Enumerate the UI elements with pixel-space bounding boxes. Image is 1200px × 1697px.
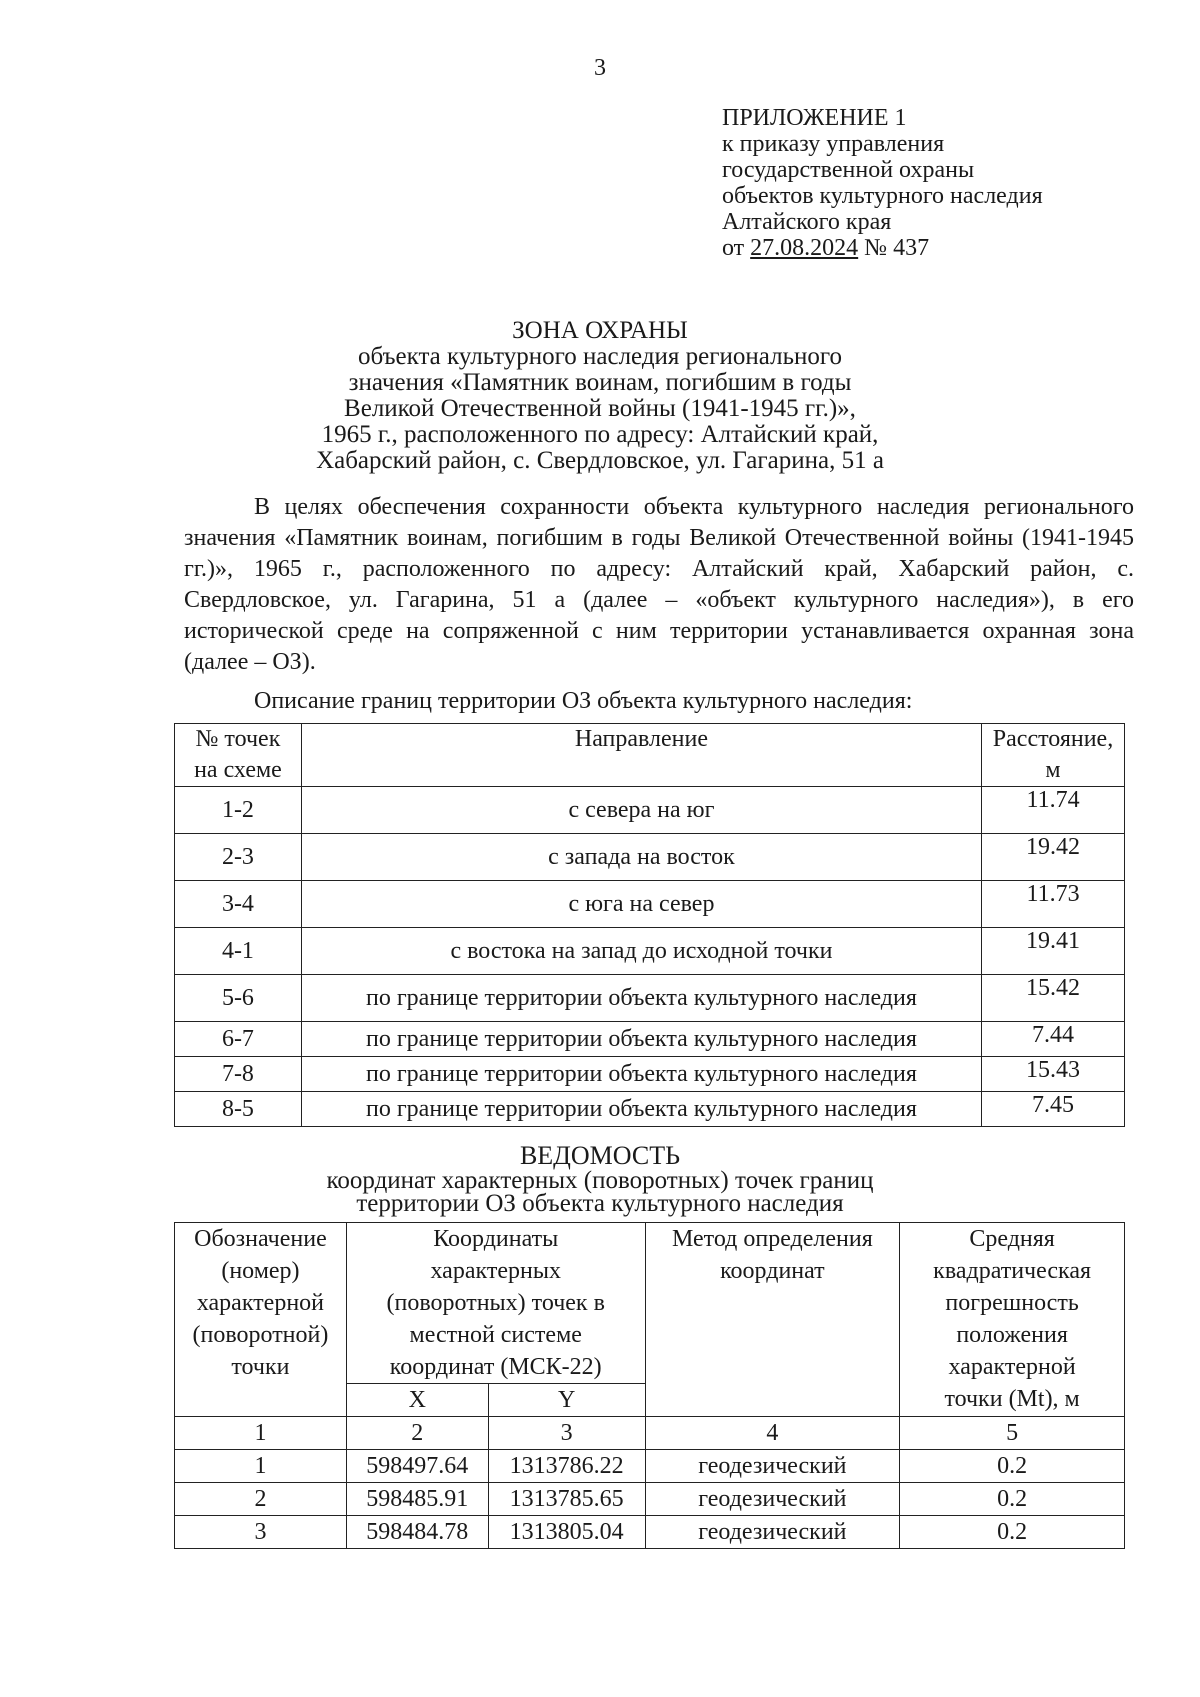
table-row bbox=[175, 928, 1125, 975]
cell-distance: 11.74 bbox=[982, 787, 1125, 834]
cell-distance: 11.73 bbox=[982, 881, 1125, 928]
zone-title-block bbox=[0, 318, 1200, 474]
boundary-header-row bbox=[175, 724, 1125, 787]
table-row bbox=[175, 787, 1125, 834]
table-row bbox=[175, 1057, 1125, 1092]
coords-header-row bbox=[175, 1223, 1125, 1384]
cell-direction: с востока на запад до исходной точки bbox=[301, 928, 981, 975]
cell-method: геодезический bbox=[645, 1450, 900, 1483]
cell-distance: 19.42 bbox=[982, 834, 1125, 881]
column-number: 3 bbox=[488, 1417, 645, 1450]
zone-title-line-4: 1965 г., расположенного по адресу: Алтайский край, bbox=[321, 421, 879, 448]
cell-direction: по границе территории объекта культурного наследия bbox=[301, 975, 981, 1022]
header-method: Метод определения координат bbox=[645, 1223, 900, 1417]
zone-title-line-5: Хабарский район, с. Свердловское, ул. Гагарина, 51 а bbox=[316, 447, 884, 474]
header-error: Средняя квадратическая погрешность положения характерной точки (Mt), м bbox=[900, 1223, 1125, 1417]
header-points: № точек на схеме bbox=[175, 724, 302, 787]
cell-points: 3-4 bbox=[175, 881, 302, 928]
cell-x: 598484.78 bbox=[346, 1516, 488, 1549]
cell-points: 5-6 bbox=[175, 975, 302, 1022]
appendix-block bbox=[722, 105, 1043, 261]
cell-direction: с юга на север bbox=[301, 881, 981, 928]
appendix-line-3: объектов культурного наследия bbox=[722, 183, 1043, 209]
column-number: 1 bbox=[175, 1417, 347, 1450]
header-coordinates: Координаты характерных (поворотных) точек в местной системе координат (МСК-22) bbox=[346, 1223, 645, 1384]
cell-direction: с запада на восток bbox=[301, 834, 981, 881]
appendix-date-prefix: от bbox=[722, 235, 745, 261]
cell-error: 0.2 bbox=[900, 1450, 1125, 1483]
appendix-number: № 437 bbox=[864, 235, 930, 261]
table-row bbox=[175, 1450, 1125, 1483]
header-designation: Обозначение (номер) характерной (поворотной) точки bbox=[175, 1223, 347, 1417]
cell-direction: с севера на юг bbox=[301, 787, 981, 834]
cell-points: 2-3 bbox=[175, 834, 302, 881]
cell-point: 3 bbox=[175, 1516, 347, 1549]
table-row bbox=[175, 1092, 1125, 1127]
cell-points: 6-7 bbox=[175, 1022, 302, 1057]
cell-y: 1313805.04 bbox=[488, 1516, 645, 1549]
boundary-caption: Описание границ территории ОЗ объекта культурного наследия: bbox=[254, 688, 913, 714]
cell-method: геодезический bbox=[645, 1483, 900, 1516]
cell-direction: по границе территории объекта культурного наследия bbox=[301, 1092, 981, 1127]
table-row bbox=[175, 975, 1125, 1022]
cell-distance: 15.42 bbox=[982, 975, 1125, 1022]
cell-y: 1313786.22 bbox=[488, 1450, 645, 1483]
cell-direction: по границе территории объекта культурного наследия bbox=[301, 1022, 981, 1057]
table-row bbox=[175, 1483, 1125, 1516]
vedomost-line-2: территории ОЗ объекта культурного наследия bbox=[356, 1190, 844, 1217]
cell-x: 598497.64 bbox=[346, 1450, 488, 1483]
cell-distance: 7.45 bbox=[982, 1092, 1125, 1127]
appendix-title: ПРИЛОЖЕНИЕ 1 bbox=[722, 105, 907, 131]
header-x: X bbox=[346, 1384, 488, 1417]
appendix-line-1: к приказу управления bbox=[722, 131, 945, 157]
cell-points: 4-1 bbox=[175, 928, 302, 975]
cell-distance: 19.41 bbox=[982, 928, 1125, 975]
table-row bbox=[175, 834, 1125, 881]
appendix-line-2: государственной охраны bbox=[722, 157, 975, 183]
header-y: Y bbox=[488, 1384, 645, 1417]
column-number: 5 bbox=[900, 1417, 1125, 1450]
zone-title-line-1: объекта культурного наследия регионального bbox=[358, 343, 842, 370]
cell-distance: 15.43 bbox=[982, 1057, 1125, 1092]
cell-direction: по границе территории объекта культурного наследия bbox=[301, 1057, 981, 1092]
intro-paragraph: В целях обеспечения сохранности объекта культурного наследия регионального значения «Памятник воинам, погибшим в годы Великой Отечественной войны (1941-1945 гг.)», 1965 г., расположенного по адресу: Алтайский край, Хабарский район, с. Свердловское, ул. Гагарина, 51 а (далее – «объект культурного наследия»), в его исторической среде на сопряженной с ним территории устанавливается охранная зона (далее – ОЗ). bbox=[184, 494, 1134, 675]
cell-point: 2 bbox=[175, 1483, 347, 1516]
vedomost-title-block bbox=[0, 1143, 1200, 1215]
cell-points: 7-8 bbox=[175, 1057, 302, 1092]
coordinates-table bbox=[174, 1222, 1125, 1549]
appendix-date: 27.08.2024 bbox=[750, 235, 859, 261]
zone-heading: ЗОНА ОХРАНЫ bbox=[512, 317, 688, 344]
boundary-table bbox=[174, 723, 1125, 1127]
column-number: 4 bbox=[645, 1417, 900, 1450]
cell-points: 8-5 bbox=[175, 1092, 302, 1127]
appendix-date-line bbox=[722, 235, 1043, 261]
table-row bbox=[175, 881, 1125, 928]
table-row bbox=[175, 1022, 1125, 1057]
cell-point: 1 bbox=[175, 1450, 347, 1483]
appendix-line-4: Алтайского края bbox=[722, 209, 892, 235]
zone-title-line-2: значения «Памятник воинам, погибшим в годы bbox=[348, 369, 852, 396]
cell-error: 0.2 bbox=[900, 1483, 1125, 1516]
cell-distance: 7.44 bbox=[982, 1022, 1125, 1057]
cell-x: 598485.91 bbox=[346, 1483, 488, 1516]
vedomost-line-1: координат характерных (поворотных) точек границ bbox=[326, 1167, 874, 1194]
column-number-row bbox=[175, 1417, 1125, 1450]
header-direction: Направление bbox=[301, 724, 981, 787]
page-number: 3 bbox=[594, 55, 606, 81]
header-distance: Расстояние, м bbox=[982, 724, 1125, 787]
table-row bbox=[175, 1516, 1125, 1549]
column-number: 2 bbox=[346, 1417, 488, 1450]
cell-y: 1313785.65 bbox=[488, 1483, 645, 1516]
cell-points: 1-2 bbox=[175, 787, 302, 834]
vedomost-heading: ВЕДОМОСТЬ bbox=[519, 1141, 681, 1170]
cell-method: геодезический bbox=[645, 1516, 900, 1549]
zone-title-line-3: Великой Отечественной войны (1941-1945 гг.)», bbox=[344, 395, 856, 422]
cell-error: 0.2 bbox=[900, 1516, 1125, 1549]
